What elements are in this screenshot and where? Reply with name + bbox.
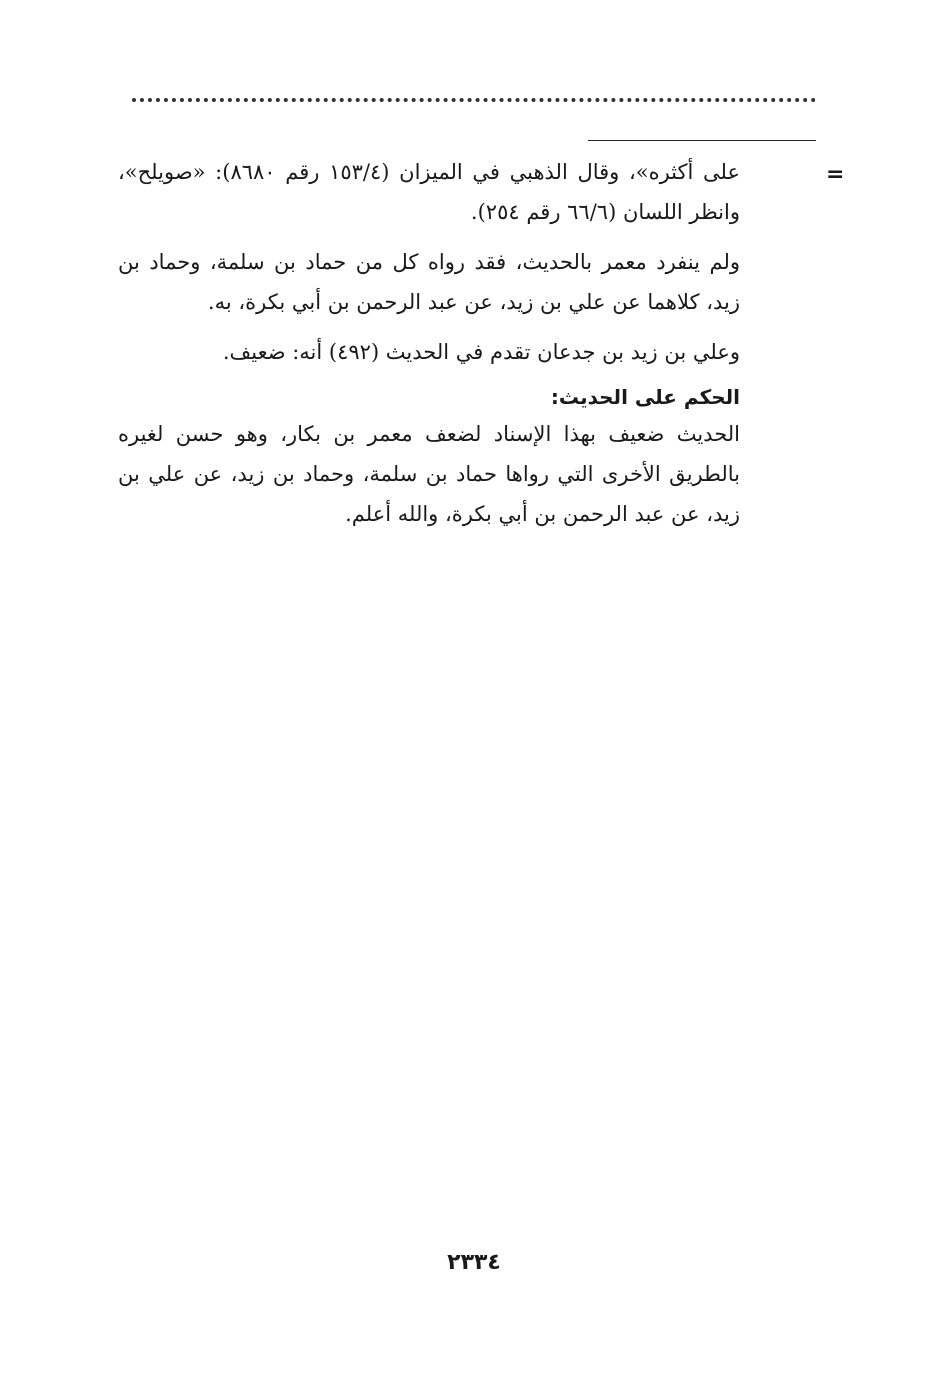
- paragraph-ali-bin-zaid: وعلي بن زيد بن جدعان تقدم في الحديث (٤٩٢) أنه: ضعيف.: [222, 340, 740, 364]
- dotted-separator: [132, 98, 816, 102]
- ruling-paragraph: الحديث ضعيف بهذا الإسناد لضعف معمر بن بكار، وهو حسن لغيره بالطريق الأخرى التي رواها حماد بن سلمة، وحماد بن زيد، عن علي بن زيد، عن عبد الرحمن بن أبي بكرة، والله أعلم.: [118, 422, 740, 526]
- continuation-mark: =: [826, 162, 845, 187]
- footnote-continuation: على أكثره»، وقال الذهبي في الميزان (١٥٣/٤ رقم ٨٦٨٠): «صويلح»، وانظر اللسان (٦٦/٦ رقم ٢٥٤).: [118, 160, 741, 224]
- body-text: [118, 152, 740, 534]
- ruling-heading-text: الحكم على الحديث: [558, 385, 740, 409]
- ruling-heading-colon: :: [550, 385, 559, 409]
- ruling-heading: [118, 380, 740, 414]
- footnote-separator-line: [588, 140, 816, 141]
- page-number: ٢٣٣٤: [447, 1250, 501, 1275]
- paragraph-tafarrud: ولم ينفرد معمر بالحديث، فقد رواه كل من حماد بن سلمة، وحماد بن زيد، كلاهما عن علي بن زيد، عن عبد الرحمن بن أبي بكرة، به.: [118, 250, 740, 314]
